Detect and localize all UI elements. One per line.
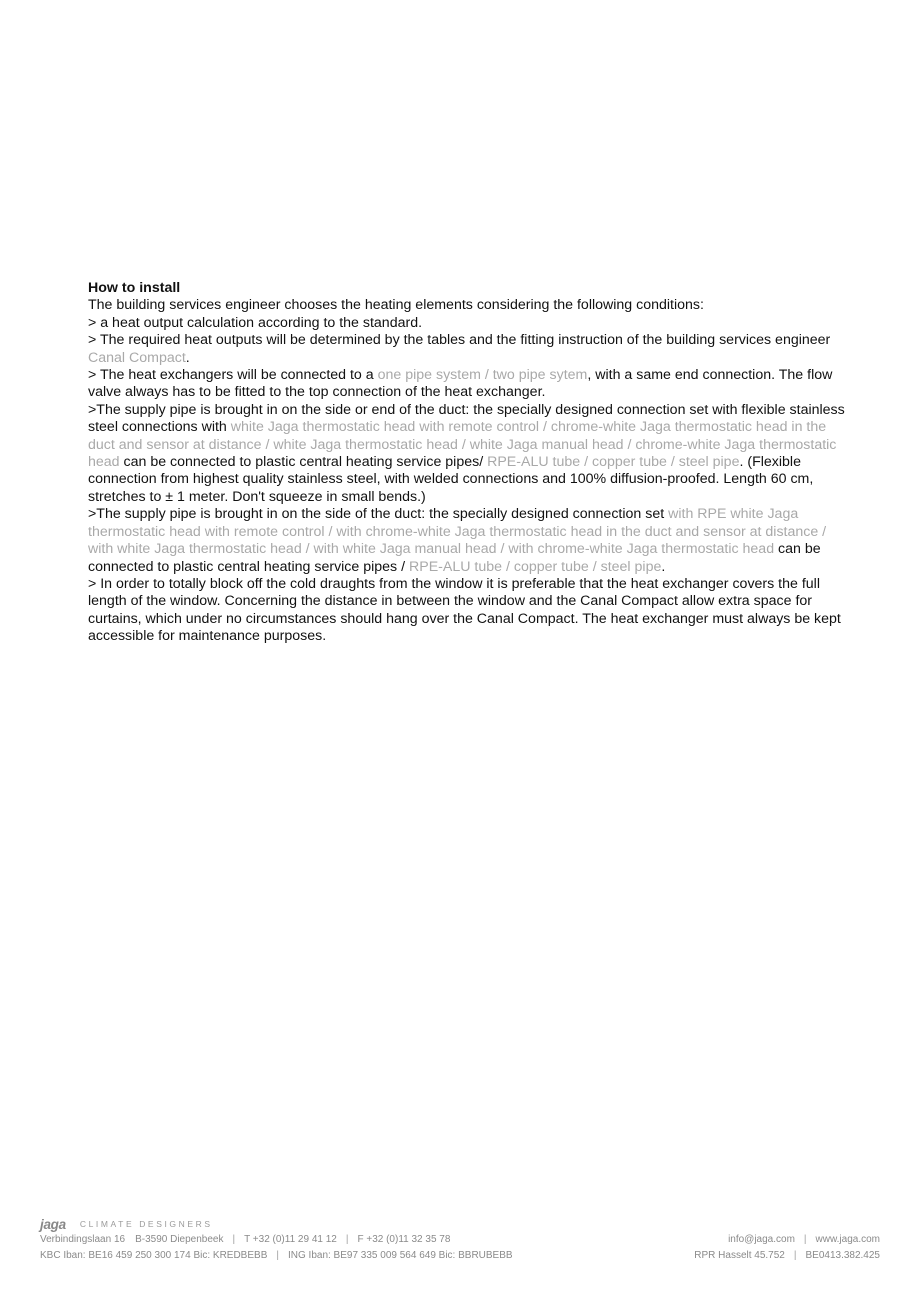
body-text: can be connected to plastic central heating service pipes/	[119, 454, 488, 471]
body-text: .	[661, 558, 666, 575]
install-section	[88, 280, 848, 646]
footer-rpr: RPR Hasselt 45.752	[694, 1250, 785, 1261]
footer-bank-left	[40, 1248, 513, 1264]
paragraph	[88, 332, 848, 367]
option-text: RPE-ALU tube / copper tube / steel pipe	[408, 558, 662, 575]
footer-website-link[interactable]: www.jaga.com	[815, 1234, 880, 1245]
footer-fax: F +32 (0)11 32 35 78	[357, 1234, 451, 1245]
footer-ing-iban: ING Iban: BE97 335 009 564 649 Bic: BBRUBEBB	[287, 1250, 513, 1261]
footer-separator: |	[276, 1250, 279, 1261]
footer-kbc-iban: KBC Iban: BE16 459 250 300 174 Bic: KREDBEBB	[40, 1250, 268, 1261]
paragraph	[88, 315, 848, 332]
footer-row-contact	[40, 1232, 880, 1248]
body-text: The building services engineer chooses the heating elements considering the following conditions:	[88, 297, 704, 314]
footer-contact-left	[40, 1232, 450, 1248]
option-text: one pipe system / two pipe sytem	[377, 367, 588, 384]
paragraph	[88, 576, 848, 646]
body-text: >The supply pipe is brought in on the side or end of the duct: the specially designed connection set with flexible stainless steel connections with	[88, 401, 845, 436]
paragraph	[88, 402, 848, 506]
body-text: can be connected to plastic central heating service pipes /	[88, 541, 821, 575]
option-text: RPE-ALU tube / copper tube / steel pipe	[487, 454, 740, 471]
jaga-logo: jaga	[40, 1216, 66, 1232]
footer-separator: |	[793, 1250, 797, 1261]
section-heading: How to install	[88, 280, 181, 296]
body-text: > a heat output calculation according to the standard.	[88, 314, 423, 331]
footer-contact-right	[728, 1232, 880, 1248]
body-text: .	[185, 349, 190, 366]
option-text: white Jaga thermostatic head with remote control / chrome-white Jaga thermostatic head in the duct and sensor at distance / white Jaga thermostatic head / white Jaga manual head / chrome-white Jaga thermostatic head	[88, 419, 837, 471]
footer-address: Verbindingslaan 16	[40, 1234, 126, 1245]
body-text: , with a same end connection. The flow valve always has to be fitted to the top connection of the heat exchanger.	[88, 367, 833, 401]
body-text: . (Flexible connection from highest quality stainless steel, with welded connections and 100% diffusion-proofed. Length 60 cm, stretches to ± 1 meter. Don't squeeze in small bends.)	[88, 454, 814, 505]
footer-city: B-3590 Diepenbeek	[135, 1234, 224, 1245]
footer-bank-right	[694, 1248, 880, 1264]
footer-vat: BE0413.382.425	[805, 1250, 880, 1261]
footer-phone: T +32 (0)11 29 41 12	[244, 1234, 337, 1245]
footer-separator: |	[232, 1234, 236, 1245]
body-text: > The heat exchangers will be connected to a	[88, 367, 378, 384]
footer-email-link[interactable]: info@jaga.com	[728, 1234, 795, 1245]
footer-row-bank	[40, 1248, 880, 1264]
paragraph	[88, 506, 848, 576]
option-text: Canal Compact	[88, 349, 186, 366]
body-text: > The required heat outputs will be determined by the tables and the fitting instruction of the building services engineer	[88, 332, 831, 349]
paragraph-list	[88, 297, 848, 645]
option-text: with RPE white Jaga thermostatic head with remote control / with chrome-white Jaga thermostatic head in the duct and sensor at distance / with white Jaga thermostatic head / with white Jaga manual head / with chrome-white Jaga thermostatic head	[88, 506, 827, 558]
footer-separator: |	[345, 1234, 349, 1245]
footer	[40, 1216, 880, 1264]
paragraph	[88, 297, 848, 314]
paragraph	[88, 367, 848, 402]
body-text: >The supply pipe is brought in on the side of the duct: the specially designed connection set	[88, 506, 669, 523]
footer-separator: |	[803, 1234, 807, 1245]
brand-tagline: CLIMATE DESIGNERS	[79, 1219, 213, 1229]
body-text: > In order to totally block off the cold draughts from the window it is preferable that the heat exchanger covers the full length of the window. Concerning the distance in between the window and the Canal Compact allow extra space for curtains, which under no circumstances should hang over the Canal Compact. The heat exchanger must always be kept accessible for maintenance purposes.	[88, 575, 841, 645]
footer-brand	[40, 1216, 880, 1232]
